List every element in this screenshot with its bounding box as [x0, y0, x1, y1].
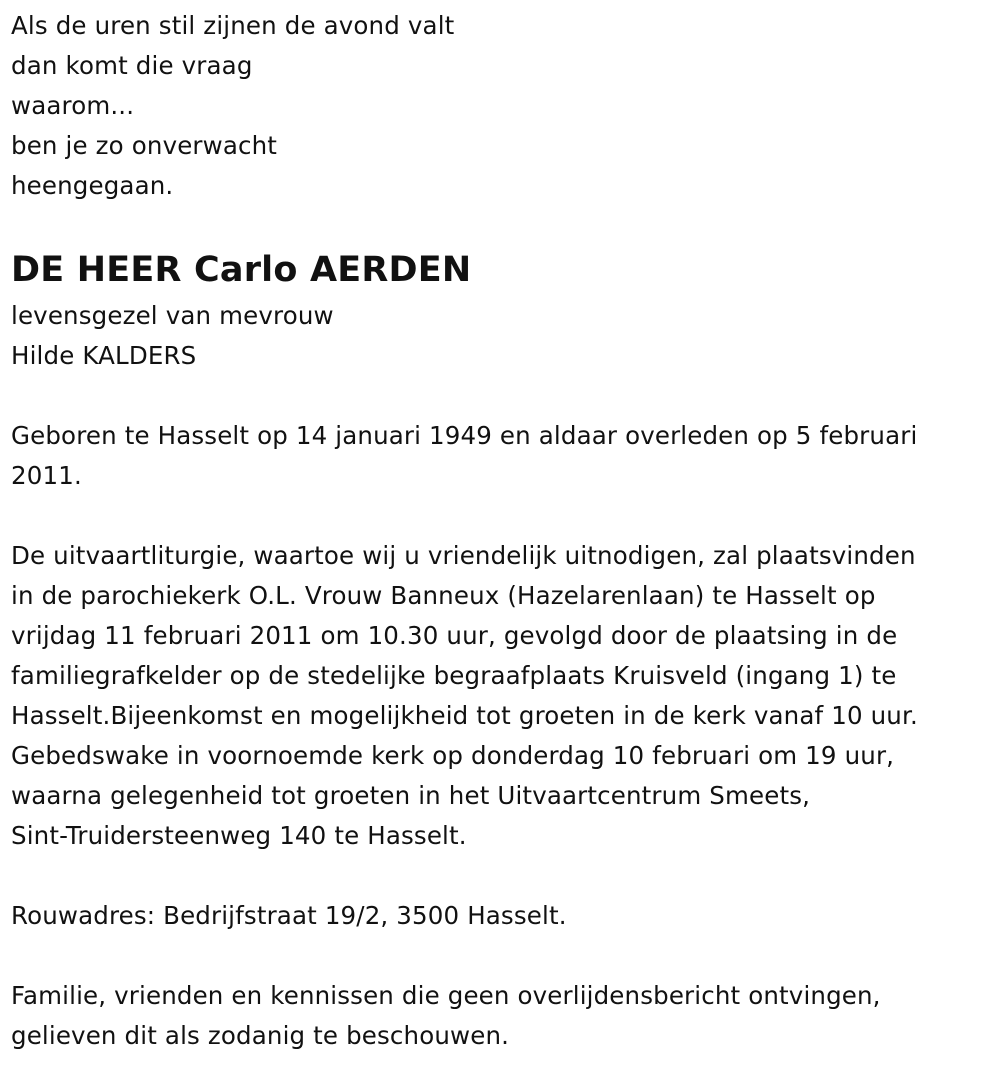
poem — [11, 6, 991, 206]
partner-info — [11, 296, 991, 376]
funeral-line: familiegrafkelder op de stedelijke begraafplaats Kruisveld (ingang 1) te — [11, 661, 897, 690]
birth-line: Geboren te Hasselt op 14 januari 1949 en aldaar overleden op 5 februari — [11, 421, 918, 450]
obituary-notice — [11, 0, 991, 1056]
poem-line: Als de uren stil zijnen de avond valt — [11, 11, 455, 40]
partner-line: levensgezel van mevrouw — [11, 301, 334, 330]
deceased-name: DE HEER Carlo AERDEN — [11, 250, 472, 290]
funeral-line: waarna gelegenheid tot groeten in het Uitvaartcentrum Smeets, — [11, 781, 811, 810]
closing-note — [11, 976, 991, 1056]
funeral-line: Gebedswake in voornoemde kerk op donderdag 10 februari om 19 uur, — [11, 741, 895, 770]
funeral-line: vrijdag 11 februari 2011 om 10.30 uur, gevolgd door de plaatsing in de — [11, 621, 898, 650]
partner-line: Hilde KALDERS — [11, 341, 197, 370]
funeral-line: Hasselt.Bijeenkomst en mogelijkheid tot groeten in de kerk vanaf 10 uur. — [11, 701, 918, 730]
address-line: Rouwadres: Bedrijfstraat 19/2, 3500 Hasselt. — [11, 901, 567, 930]
poem-line: ben je zo onverwacht — [11, 131, 278, 160]
mourning-address — [11, 896, 991, 936]
closing-line: gelieven dit als zodanig te beschouwen. — [11, 1021, 510, 1050]
funeral-line: Sint-Truidersteenweg 140 te Hasselt. — [11, 821, 467, 850]
funeral-line: De uitvaartliturgie, waartoe wij u vriendelijk uitnodigen, zal plaatsvinden — [11, 541, 916, 570]
birth-death-info — [11, 416, 991, 496]
birth-line: 2011. — [11, 461, 82, 490]
funeral-line: in de parochiekerk O.L. Vrouw Banneux (Hazelarenlaan) te Hasselt op — [11, 581, 876, 610]
closing-line: Familie, vrienden en kennissen die geen overlijdensbericht ontvingen, — [11, 981, 881, 1010]
poem-line: dan komt die vraag — [11, 51, 253, 80]
funeral-details — [11, 536, 991, 856]
poem-line: heengegaan. — [11, 171, 174, 200]
poem-line: waarom... — [11, 91, 135, 120]
